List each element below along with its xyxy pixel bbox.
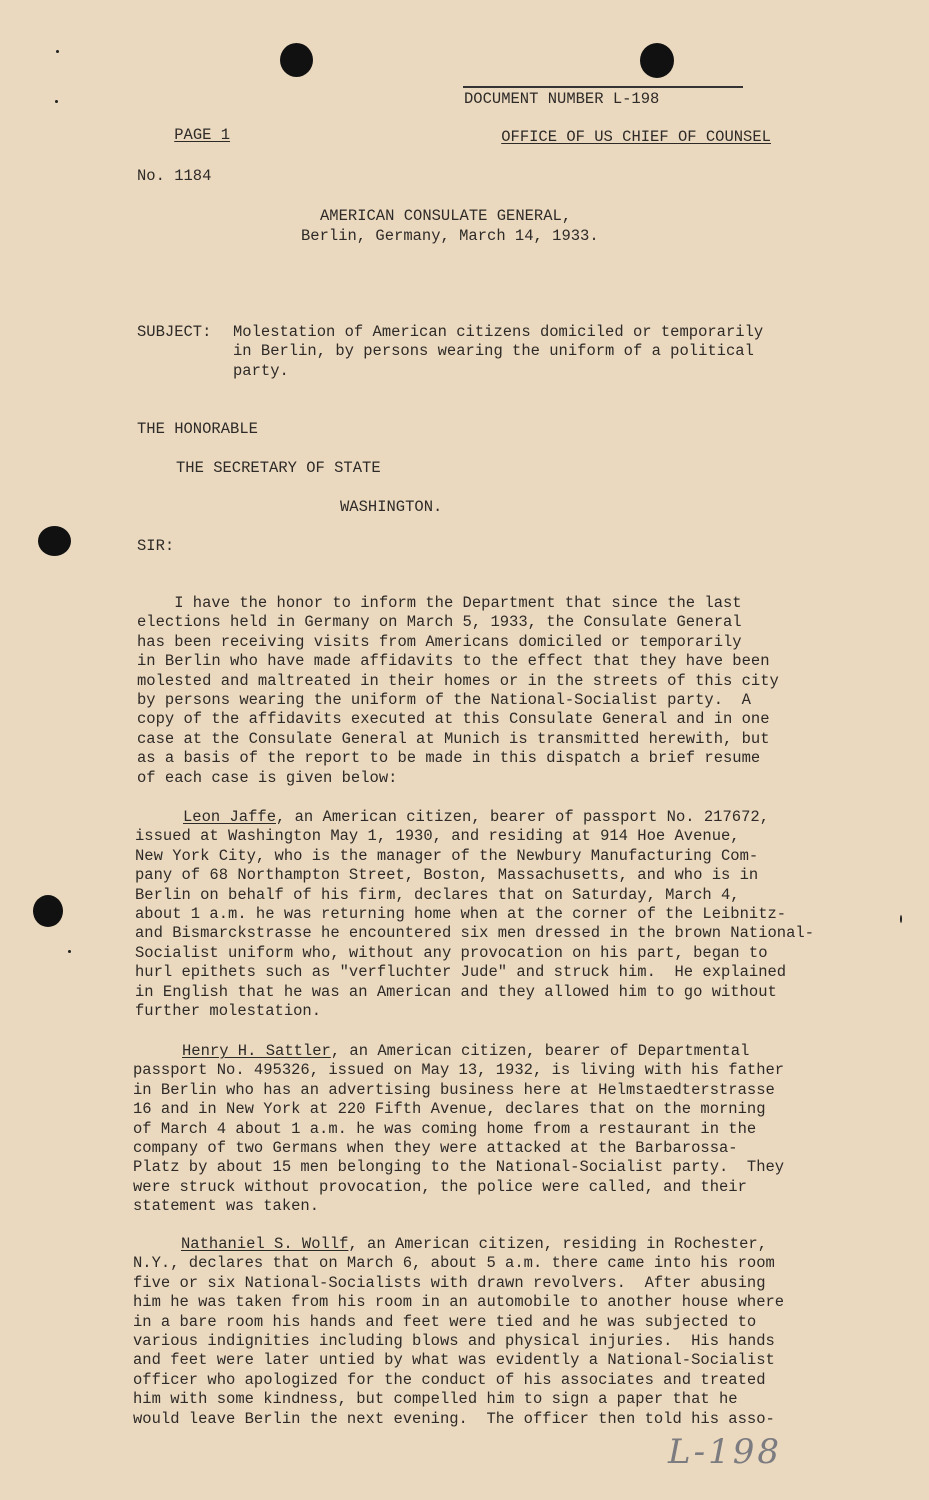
case-name: Henry H. Sattler: [182, 1042, 331, 1060]
case-first-line: [182, 1042, 749, 1061]
text-line: and feet were later untied by what was evidently a National-Socialist: [133, 1351, 775, 1370]
text-line: were struck without provocation, the police were called, and their: [133, 1177, 747, 1196]
text-line: hurl epithets such as "verfluchter Jude" and struck him. He explained: [135, 963, 787, 982]
text-line: issued at Washington May 1, 1930, and residing at 914 Hoe Avenue,: [135, 827, 740, 846]
speck: [68, 950, 71, 953]
subject-line: in Berlin, by persons wearing the uniform of a political: [233, 342, 754, 361]
text-line: officer who apologized for the conduct of his associates and treated: [133, 1370, 766, 1389]
case-first-line-rest: , an American citizen, bearer of Departmental: [330, 1042, 750, 1060]
handwritten-document-mark: L-198: [668, 1432, 782, 1472]
punch-hole-top-left: [280, 43, 313, 77]
text-line: elections held in Germany on March 5, 1933, the Consulate General: [137, 613, 742, 632]
subject-line: party.: [233, 361, 289, 380]
text-line: Platz by about 15 men belonging to the National-Socialist party. They: [133, 1158, 785, 1177]
text-line: as a basis of the report to be made in this dispatch a brief resume: [137, 749, 761, 768]
subject-label: SUBJECT:: [137, 323, 212, 341]
page-label: [137, 107, 230, 165]
text-line: pany of 68 Northampton Street, Boston, Massachusetts, and who is in: [135, 866, 759, 885]
punch-hole-left-lower: [33, 895, 63, 927]
salutation: SIR:: [137, 537, 175, 555]
text-line: five or six National-Socialists with drawn revolvers. After abusing: [133, 1273, 766, 1292]
page-label-text: PAGE 1: [174, 126, 231, 145]
text-line: company of two Germans when they were attacked at the Barbarossa-: [133, 1139, 738, 1157]
text-line: him with some kindness, but compelled him to sign a paper that he: [133, 1390, 738, 1409]
text-line: has been receiving visits from Americans domiciled or temporarily: [137, 632, 742, 651]
text-line: of March 4 about 1 a.m. he was coming home from a restaurant in the: [133, 1119, 757, 1138]
text-line: copy of the affidavits executed at this Consulate General and in one: [137, 710, 770, 729]
document-number: DOCUMENT NUMBER L-198: [464, 90, 660, 108]
case-first-line: [183, 808, 769, 827]
origin-line-1: AMERICAN CONSULATE GENERAL,: [320, 207, 572, 225]
text-line: and Bismarckstrasse he encountered six men dressed in the brown National-: [135, 924, 815, 943]
punch-hole-left-upper: [38, 526, 71, 556]
text-line: I have the honor to inform the Department that since the last: [137, 594, 742, 612]
speck: [55, 100, 58, 103]
text-line: various indignities including blows and physical injuries. His hands: [133, 1332, 775, 1350]
case-name: Nathaniel S. Wollf: [181, 1235, 349, 1253]
case-first-line: [181, 1235, 767, 1254]
address-line-2: THE SECRETARY OF STATE: [176, 459, 381, 477]
text-line: New York City, who is the manager of the Newbury Manufacturing Com-: [135, 846, 759, 865]
text-line: statement was taken.: [133, 1197, 320, 1216]
case-name: Leon Jaffe: [183, 808, 277, 826]
header-rule: [463, 86, 743, 88]
text-line: by persons wearing the uniform of the National-Socialist party. A: [137, 691, 751, 709]
speck: [900, 915, 902, 923]
case-first-line-rest: , an American citizen, bearer of passport No. 217672,: [276, 808, 769, 826]
text-line: in a bare room his hands and feet were tied and he was subjected to: [133, 1312, 757, 1331]
text-line: case at the Consulate General at Munich is transmitted herewith, but: [137, 729, 770, 748]
text-line: of each case is given below:: [137, 768, 398, 787]
text-line: about 1 a.m. he was returning home when at the corner of the Leibnitz-: [135, 905, 787, 923]
punch-hole-top-right: [640, 43, 674, 78]
text-line: in English that he was an American and they allowed him to go without: [135, 982, 777, 1001]
address-line-3: WASHINGTON.: [340, 498, 443, 516]
office-line: [464, 109, 771, 167]
text-line: N.Y., declares that on March 6, about 5 a.m. there came into his room: [133, 1254, 775, 1273]
text-line: passport No. 495326, issued on May 13, 1932, is living with his father: [133, 1061, 785, 1080]
origin-line-2: Berlin, Germany, March 14, 1933.: [301, 227, 599, 245]
text-line: further molestation.: [135, 1002, 322, 1020]
text-line: molested and maltreated in their homes or in the streets of this city: [137, 671, 779, 690]
speck: [56, 50, 59, 53]
text-line: Berlin on behalf of his firm, declares that on Saturday, March 4,: [135, 885, 740, 904]
text-line: in Berlin who have made affidavits to the effect that they have been: [137, 652, 770, 671]
case-first-line-rest: , an American citizen, residing in Rochester,: [348, 1235, 768, 1253]
dispatch-number: No. 1184: [137, 167, 212, 185]
text-line: would leave Berlin the next evening. The officer then told his asso-: [133, 1409, 775, 1428]
subject-line: Molestation of American citizens domiciled or temporarily: [233, 323, 764, 341]
office-text: OFFICE OF US CHIEF OF COUNSEL: [501, 128, 771, 147]
text-line: in Berlin who has an advertising business here at Helmstaedterstrasse: [133, 1080, 775, 1099]
text-line: him he was taken from his room in an automobile to another house where: [133, 1293, 785, 1312]
text-line: Socialist uniform who, without any provocation on his part, began to: [135, 943, 768, 962]
address-line-1: THE HONORABLE: [137, 420, 258, 438]
text-line: 16 and in New York at 220 Fifth Avenue, declares that on the morning: [133, 1100, 766, 1119]
